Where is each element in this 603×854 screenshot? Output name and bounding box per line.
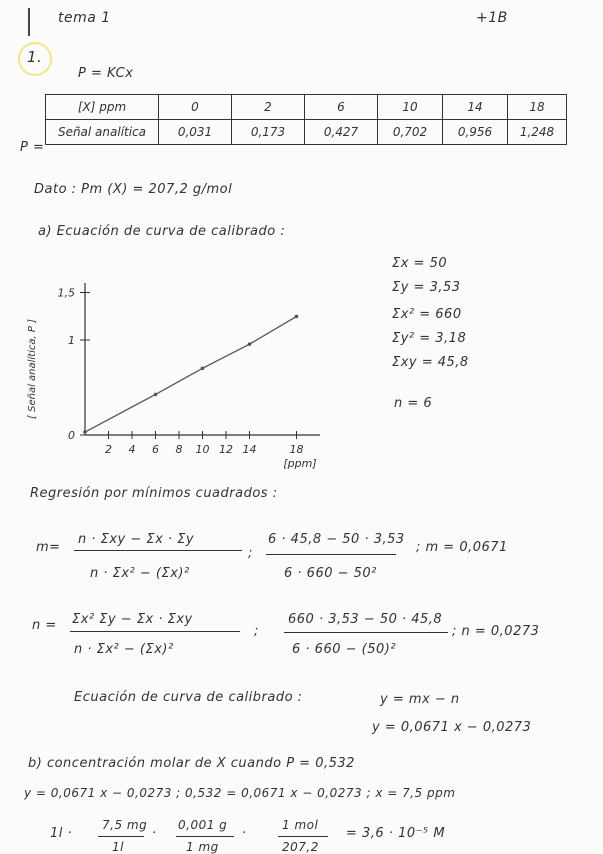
table-cell: 0,031	[159, 120, 232, 145]
x-tick-label: 18	[289, 443, 304, 456]
separator: ;	[248, 546, 253, 561]
y-tick-label: 1,5	[57, 286, 75, 300]
n-den1: n · Σx² − (Σx)²	[74, 642, 174, 657]
table-cell: 1,248	[508, 120, 567, 145]
chart-marks	[83, 315, 298, 434]
y-tick-label: 1	[68, 334, 75, 347]
n-lhs: n =	[32, 618, 57, 633]
fraction-bar	[284, 632, 448, 633]
y-axis-label: [ Señal analítica, P ]	[27, 319, 38, 419]
sum-x2: Σx² = 660	[392, 307, 462, 322]
data-point	[83, 430, 87, 434]
y-tick-label: 0	[68, 429, 75, 442]
table-cell: 2	[232, 95, 305, 120]
table-header-cell: [X] ppm	[46, 95, 159, 120]
m-num1: n · Σxy − Σx · Σy	[78, 532, 195, 547]
table-cell: 18	[508, 95, 567, 120]
equation-fitted: y = 0,0671 x − 0,0273	[372, 720, 532, 735]
table-cell: 6	[305, 95, 378, 120]
series-line	[85, 316, 297, 432]
x-tick-label: 4	[128, 443, 136, 456]
n-result: ; n = 0,0273	[452, 624, 540, 639]
table-cell: 0,956	[443, 120, 508, 145]
x-axis-label: [ppm]	[283, 457, 317, 470]
table-cell: 0,702	[378, 120, 443, 145]
regression-title: Regresión por mínimos cuadrados :	[30, 486, 278, 501]
x-tick-label: 12	[219, 443, 233, 456]
table-cell: 0	[159, 95, 232, 120]
data-note: Dato : Pm (X) = 207,2 g/mol	[34, 182, 233, 197]
data-point	[295, 315, 299, 319]
factor-2-num: 0,001 g	[178, 818, 228, 832]
conv-start: 1l ·	[50, 826, 73, 841]
factor-1-den: 1l	[112, 840, 124, 854]
formula: P = KCx	[78, 66, 134, 81]
fraction-bar	[98, 836, 144, 837]
m-den2: 6 · 660 − 50²	[284, 566, 377, 581]
chart-ticks	[26, 287, 317, 471]
n-den2: 6 · 660 − (50)²	[292, 642, 397, 657]
data-point	[201, 367, 205, 371]
factor-3-num: 1 mol	[282, 818, 319, 832]
dot: ·	[242, 826, 247, 841]
m-den1: n · Σx² − (Σx)²	[90, 566, 190, 581]
data-table	[45, 94, 567, 145]
conversion-result: = 3,6 · 10⁻⁵ M	[346, 826, 446, 841]
sum-y: Σy = 3,53	[392, 280, 461, 295]
x-tick-label: 6	[152, 443, 159, 456]
table-row	[46, 120, 567, 145]
fraction-bar	[74, 550, 242, 551]
dot: ·	[152, 826, 157, 841]
page-number: +1B	[476, 10, 508, 26]
factor-3-den: 207,2	[282, 840, 319, 854]
data-point	[248, 342, 252, 346]
fraction-bar	[176, 836, 234, 837]
x-tick-label: 14	[242, 443, 257, 456]
table-cell: 10	[378, 95, 443, 120]
margin-mark	[28, 8, 30, 36]
row-prefix: P =	[20, 140, 45, 155]
factor-1-num: 7,5 mg	[102, 818, 148, 832]
page-title: tema 1	[58, 10, 111, 26]
equation-general: y = mx − n	[380, 692, 460, 707]
sum-n: n = 6	[394, 396, 433, 411]
fraction-bar	[278, 836, 328, 837]
sum-xy: Σxy = 45,8	[392, 355, 469, 370]
problem-number: 1.	[27, 48, 43, 66]
x-tick-label: 2	[105, 443, 112, 456]
calibration-chart	[27, 275, 355, 475]
x-tick-label: 10	[195, 443, 210, 456]
table-row	[46, 95, 567, 120]
factor-2-den: 1 mg	[186, 840, 219, 854]
x-tick-label: 8	[175, 443, 183, 456]
sum-y2: Σy² = 3,18	[392, 331, 467, 346]
n-num1: Σx² Σy − Σx · Σxy	[72, 612, 193, 627]
table-cell: 0,427	[305, 120, 378, 145]
m-result: ; m = 0,0671	[416, 540, 508, 555]
part-b-title: b) concentración molar de X cuando P = 0,532	[28, 756, 355, 771]
n-num2: 660 · 3,53 − 50 · 45,8	[288, 612, 443, 627]
part-a-title: a) Ecuación de curva de calibrado :	[38, 224, 286, 239]
m-num2: 6 · 45,8 − 50 · 3,53	[268, 532, 405, 547]
fraction-bar	[70, 631, 240, 632]
fraction-bar	[266, 554, 396, 555]
sum-x: Σx = 50	[392, 256, 448, 271]
separator: ;	[254, 624, 259, 639]
part-b-solve: y = 0,0671 x − 0,0273 ; 0,532 = 0,0671 x − 0,0273 ; x = 7,5 ppm	[24, 786, 456, 800]
eq-label: Ecuación de curva de calibrado :	[74, 690, 303, 705]
data-point	[154, 393, 158, 397]
m-lhs: m=	[36, 540, 61, 555]
table-header-cell: Señal analítica	[46, 120, 159, 145]
chart-axes	[85, 283, 320, 435]
table-cell: 0,173	[232, 120, 305, 145]
table-cell: 14	[443, 95, 508, 120]
